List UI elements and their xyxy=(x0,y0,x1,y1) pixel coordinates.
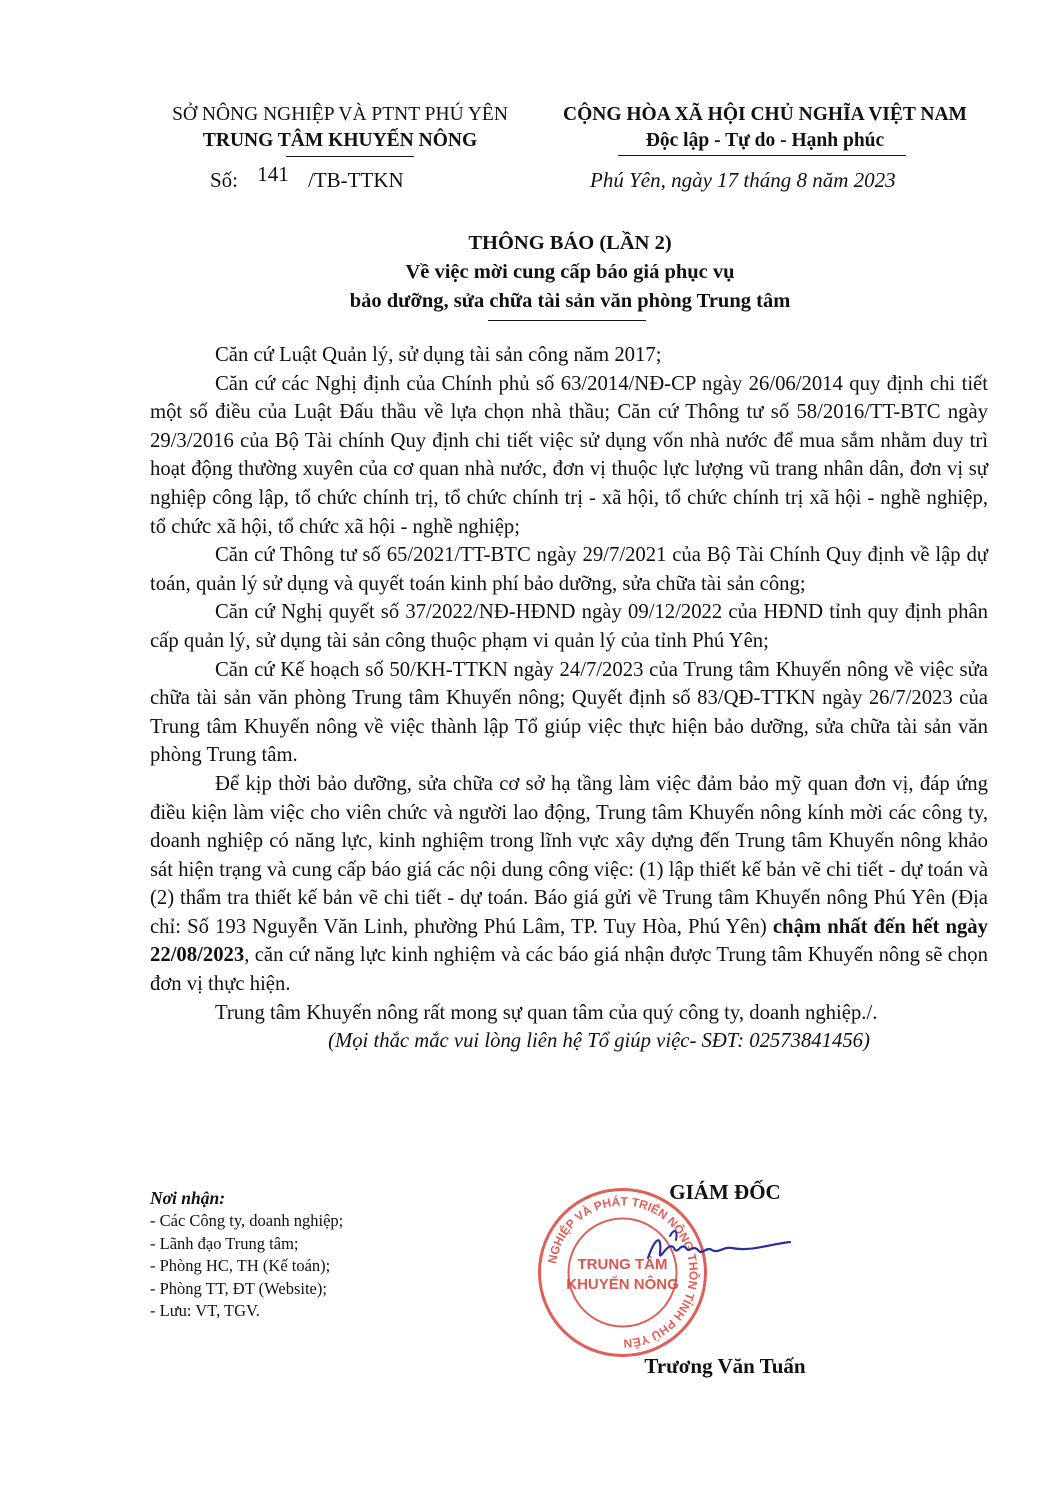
title-underline xyxy=(488,320,646,321)
seal-ring-text: NGHIỆP VÀ PHÁT TRIỂN NÔNG THÔN TỈNH PHÚ YÊN xyxy=(545,1194,701,1351)
paragraph-6 xyxy=(150,770,988,999)
recipient-item: - Lãnh đạo Trung tâm; xyxy=(150,1233,299,1253)
document-number xyxy=(210,162,404,193)
paragraph-2: Căn cứ các Nghị định của Chính phủ số 63/2014/NĐ-CP ngày 26/06/2014 quy định chi tiết một số điều của Luật Đấu thầu về lựa chọn nhà thầu; Căn cứ Thông tư số 58/2016/TT-BTC ngày 29/3/2016 của Bộ Tài chính Quy định chi tiết việc sử dụng vốn nhà nước để mua sắm nhằm duy trì hoạt động thường xuyên của cơ quan nhà nước, đơn vị thuộc lực lượng vũ trang nhân dân, đơn vị sự nghiệp công lập, tổ chức chính trị, tổ chức chính trị - xã hội, tổ chức chính trị xã hội - nghề nghiệp, tổ chức xã hội, tổ chức xã hội - nghề nghiệp; xyxy=(150,372,988,538)
handwritten-signature xyxy=(640,1218,800,1278)
paragraph-6-end: , căn cứ năng lực kinh nghiệm và các báo giá nhận được Trung tâm Khuyến nông sẽ chọn đơn vị thực hiện. xyxy=(150,944,988,996)
recipients-block xyxy=(150,1186,470,1323)
agency-header xyxy=(150,102,530,154)
recipient-item: - Phòng HC, TH (Kế toán); xyxy=(150,1256,331,1275)
paragraph-3: Căn cứ Thông tư số 65/2021/TT-BTC ngày 29/7/2021 của Bộ Tài Chính Quy định về lập dự toán, quản lý sử dụng và quyết toán kinh phí bảo dưỡng, sửa chữa tài sản công; xyxy=(150,544,988,595)
motto-underline xyxy=(618,155,906,156)
recipient-item: - Phòng TT, ĐT (Website); xyxy=(150,1278,327,1298)
recipients-label: Nơi nhận: xyxy=(150,1188,226,1208)
national-header xyxy=(535,102,995,154)
seal-center-line-2: KHUYẾN NÔNG xyxy=(566,1276,679,1293)
paragraph-7: Trung tâm Khuyến nông rất mong sự quan tâm của quý công ty, doanh nghiệp./. xyxy=(215,1001,878,1024)
title-line-3: bảo dưỡng, sửa chữa tài sản văn phòng Trung tâm xyxy=(349,290,791,312)
recipient-item: - Lưu: VT, TGV. xyxy=(150,1301,260,1320)
paragraph-6-start: Để kịp thời bảo dưỡng, sửa chữa cơ sở hạ tầng làm việc đảm bảo mỹ quan đơn vị, đáp ứng điều kiện làm việc cho viên chức và người lao động, Trung tâm Khuyến nông kính mời các công ty, doanh nghiệp có năng lực, kinh nghiệm trong lĩnh vực xây dựng đến Trung tâm Khuyến nông khảo sát hiện trạng và cung cấp báo giá các nội dung công việc: (1) lập thiết kế bản vẽ chi tiết - dự toán và (2) thẩm tra thiết kế bản vẽ chi tiết - dự toán. Báo giá gửi về Trung tâm Khuyến nông Phú Yên (Địa chỉ: Số 193 Nguyễn Văn Linh, phường Phú Lâm, TP. Tuy Hòa, Phú Yên) xyxy=(150,772,988,938)
seal-center-line-1: TRUNG TÂM xyxy=(577,1256,668,1273)
signer-name: Trương Văn Tuấn xyxy=(644,1354,806,1378)
title-line-2: Về việc mời cung cấp báo giá phục vụ xyxy=(405,261,735,283)
paragraph-4: Căn cứ Nghị quyết số 37/2022/NĐ-HĐND ngày 09/12/2022 của HĐND tỉnh quy định phân cấp quản lý, sử dụng tài sản công thuộc phạm vi quản lý của tỉnh Phú Yên; xyxy=(150,601,988,652)
document-body xyxy=(150,341,988,1056)
agency-underline xyxy=(286,156,414,157)
recipient-item: - Các Công ty, doanh nghiệp; xyxy=(150,1211,344,1230)
national-motto: Độc lập - Tự do - Hạnh phúc xyxy=(645,130,885,151)
signer-title: GIÁM ĐỐC xyxy=(669,1180,781,1204)
paragraph-1: Căn cứ Luật Quản lý, sử dụng tài sản công năm 2017; xyxy=(215,344,662,366)
agency-name: TRUNG TÂM KHUYẾN NÔNG xyxy=(202,130,478,151)
paragraph-5: Căn cứ Kế hoạch số 50/KH-TTKN ngày 24/7/2023 của Trung tâm Khuyến nông về việc sửa chữa tài sản văn phòng Trung tâm Khuyến nông; Quyết định số 83/QĐ-TTKN ngày 26/7/2023 của Trung tâm Khuyến nông về việc thành lập Tổ giúp việc thực hiện bảo dưỡng, sửa chữa tài sản văn phòng Trung tâm. xyxy=(150,658,988,767)
place-date: Phú Yên, ngày 17 tháng 8 năm 2023 xyxy=(590,168,896,192)
document-title xyxy=(150,229,990,316)
contact-note: (Mọi thắc mắc vui lòng liên hệ Tổ giúp việc- SĐT: 02573841456) xyxy=(328,1030,870,1053)
number-suffix: /TB-TTKN xyxy=(308,168,404,192)
number-value: 141 xyxy=(257,162,289,186)
deadline-text: chậm nhất đến hết ngày 22/08/2023 xyxy=(150,915,988,967)
title-line-1: THÔNG BÁO (LẦN 2) xyxy=(468,232,672,254)
nation-name: CỘNG HÒA XÃ HỘI CHỦ NGHĨA VIỆT NAM xyxy=(563,104,967,125)
agency-parent: SỞ NÔNG NGHIỆP VÀ PTNT PHÚ YÊN xyxy=(172,104,508,125)
number-label: Số: xyxy=(210,168,239,192)
recipients-list xyxy=(150,1210,470,1323)
